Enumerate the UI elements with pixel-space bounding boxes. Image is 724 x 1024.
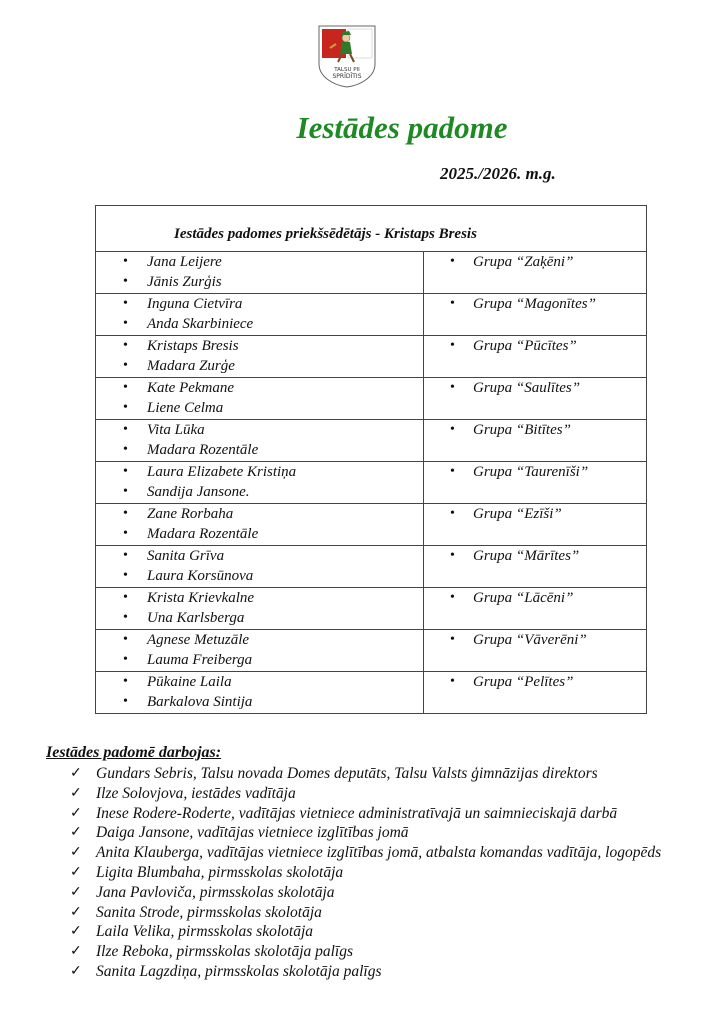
member-text: Laila Velika, pirmsskolas skolotāja [96, 923, 313, 941]
member-names-list [96, 504, 423, 544]
member-name: • Laura Korsūnova [96, 566, 423, 586]
checkmark-icon: ✓ [70, 884, 82, 900]
member-name: • Madara Rozentāle [96, 440, 423, 460]
group-cell [424, 588, 647, 630]
group-name: • Grupa “Taurenīši” [473, 462, 646, 482]
checkmark-icon: ✓ [70, 944, 82, 960]
table-row [96, 504, 647, 546]
member-name: • Inguna Cietvīra [96, 294, 423, 314]
table-row [96, 462, 647, 504]
table-row [96, 588, 647, 630]
member-name: • Sandija Jansone. [96, 482, 423, 502]
member-name: • Barkalova Sintija [96, 692, 423, 712]
table-row [96, 336, 647, 378]
checkmark-icon: ✓ [70, 963, 82, 979]
member-name: • Jana Leijere [96, 252, 423, 272]
group-name: • Grupa “Magonītes” [473, 294, 646, 314]
group-name: • Grupa “Zaķēni” [473, 252, 646, 272]
member-names-list [96, 546, 423, 586]
group-cell [424, 378, 647, 420]
group-cell [424, 252, 647, 294]
member-name: • Krista Krievkalne [96, 588, 423, 608]
member-names-list [96, 462, 423, 502]
member-names-cell [96, 420, 424, 462]
group-cell [424, 462, 647, 504]
school-year: 2025./2026. m.g. [440, 164, 556, 183]
member-text: Inese Rodere-Roderte, vadītājas vietniece administratīvajā un saimnieciskajā darbā [96, 804, 618, 822]
list-item [70, 823, 710, 843]
members-list [70, 764, 710, 982]
table-row [96, 378, 647, 420]
member-names-cell [96, 336, 424, 378]
member-name: • Pūkaine Laila [96, 672, 423, 692]
member-name: • Sanita Grīva [96, 546, 423, 566]
member-name: • Agnese Metuzāle [96, 630, 423, 650]
group-cell [424, 420, 647, 462]
member-names-cell [96, 504, 424, 546]
checkmark-icon: ✓ [70, 845, 82, 861]
list-item [70, 942, 710, 962]
member-names-list [96, 252, 423, 292]
table-row [96, 420, 647, 462]
list-item [70, 883, 710, 903]
member-text: Sanita Lagzdiņa, pirmsskolas skolotāja palīgs [96, 962, 382, 980]
checkmark-icon: ✓ [70, 825, 82, 841]
member-name: • Una Karlsberga [96, 608, 423, 628]
member-names-cell [96, 294, 424, 336]
council-table [95, 205, 647, 714]
logo-text-line2: SPRĪDĪTIS [332, 73, 362, 80]
table-row [96, 630, 647, 672]
group-cell [424, 294, 647, 336]
member-names-list [96, 378, 423, 418]
member-text: Jana Pavloviča, pirmsskolas skolotāja [96, 883, 335, 901]
member-name: • Liene Celma [96, 398, 423, 418]
checkmark-icon: ✓ [70, 864, 82, 880]
list-item [70, 903, 710, 923]
member-text: Ilze Solovjova, iestādes vadītāja [96, 784, 296, 802]
member-text: Daiga Jansone, vadītājas vietniece izglītības jomā [96, 824, 409, 842]
group-name: • Grupa “Bitītes” [473, 420, 646, 440]
group-name: • Grupa “Vāverēni” [473, 630, 646, 650]
member-names-list [96, 420, 423, 460]
member-names-cell [96, 672, 424, 714]
chair-text: Iestādes padomes priekšsēdētājs - Kristaps Bresis [174, 226, 477, 242]
member-text: Gundars Sebris, Talsu novada Domes deputāts, Talsu Valsts ģimnāzijas direktors [96, 765, 598, 782]
group-cell [424, 546, 647, 588]
member-name: • Madara Zurģe [96, 356, 423, 376]
members-title: Iestādes padomē darbojas: [46, 744, 222, 761]
member-names-list [96, 630, 423, 670]
member-name: • Kristaps Bresis [96, 336, 423, 356]
member-text: Ilze Reboka, pirmsskolas skolotāja palīgs [96, 943, 354, 961]
group-cell [424, 630, 647, 672]
checkmark-icon: ✓ [70, 785, 82, 801]
member-name: • Jānis Zurģis [96, 272, 423, 292]
member-names-cell [96, 588, 424, 630]
member-text: Sanita Strode, pirmsskolas skolotāja [96, 903, 322, 921]
member-names-cell [96, 252, 424, 294]
group-name: • Grupa “Mārītes” [473, 546, 646, 566]
logo-text-line1: TALSU PII [334, 67, 360, 73]
group-name: • Grupa “Saulītes” [473, 378, 646, 398]
list-item [70, 922, 710, 942]
group-name: • Grupa “Lācēni” [473, 588, 646, 608]
member-names-list [96, 294, 423, 334]
checkmark-icon: ✓ [70, 766, 82, 781]
member-names-cell [96, 546, 424, 588]
member-name: • Vita Lūka [96, 420, 423, 440]
member-name: • Lauma Freiberga [96, 650, 423, 670]
member-name: • Zane Rorbaha [96, 504, 423, 524]
group-cell [424, 336, 647, 378]
group-cell [424, 504, 647, 546]
checkmark-icon: ✓ [70, 924, 82, 940]
group-name: • Grupa “Pelītes” [473, 672, 646, 692]
list-item [70, 784, 710, 804]
member-names-list [96, 588, 423, 628]
list-item [70, 962, 710, 982]
member-text: Ligita Blumbaha, pirmsskolas skolotāja [96, 863, 344, 881]
group-cell [424, 672, 647, 714]
member-names-list [96, 672, 423, 712]
page-title: Iestādes padome [296, 110, 508, 145]
table-row [96, 672, 647, 714]
member-names-cell [96, 630, 424, 672]
table-row [96, 252, 647, 294]
list-item [70, 843, 710, 863]
list-item [70, 863, 710, 883]
table-row [96, 546, 647, 588]
list-item [70, 804, 710, 824]
school-logo [316, 24, 378, 88]
group-name: • Grupa “Ezīši” [473, 504, 646, 524]
member-names-cell [96, 378, 424, 420]
member-names-cell [96, 462, 424, 504]
group-name: • Grupa “Pūcītes” [473, 336, 646, 356]
list-item [70, 764, 710, 784]
table-row [96, 294, 647, 336]
checkmark-icon: ✓ [70, 904, 82, 920]
member-names-list [96, 336, 423, 376]
member-name: • Anda Skarbiniece [96, 314, 423, 334]
checkmark-icon: ✓ [70, 805, 82, 821]
member-name: • Madara Rozentāle [96, 524, 423, 544]
member-name: • Laura Elizabete Kristiņa [96, 462, 423, 482]
member-text: Anita Klauberga, vadītājas vietniece izglītības jomā, atbalsta komandas vadītāja, logopēds [96, 844, 662, 862]
member-name: • Kate Pekmane [96, 378, 423, 398]
chair-cell [96, 206, 647, 252]
